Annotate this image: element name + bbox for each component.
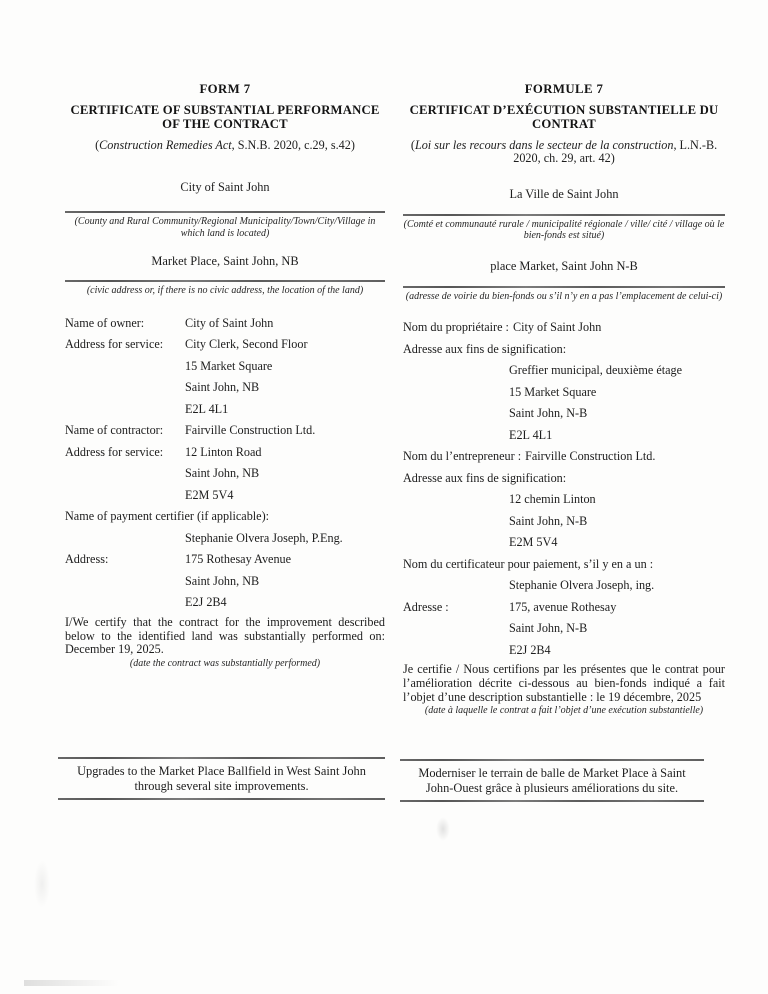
field-row (403, 597, 725, 619)
certification-paragraph: Je certifie / Nous certifions par les présentes que le contrat pour l’amélioration décrite ci-dessous au bien-fonds indiqué a fait l’objet d’une description substantielle : le 19 décembre, 2025 (403, 662, 725, 704)
field-row (65, 506, 385, 528)
act-name: Construction Remedies Act (99, 138, 232, 153)
field-label: Address for service: (65, 337, 164, 352)
field-row (403, 554, 725, 576)
field-row (65, 356, 385, 378)
field-value: E2M 5V4 (509, 535, 558, 550)
field-row (403, 403, 725, 425)
scan-artifact (24, 980, 119, 986)
field-row (65, 528, 385, 550)
civic-address-caption: (adresse de voirie du bien-fonds ou s’il n’y en a pas l’emplacement de celui-ci) (405, 290, 723, 302)
act-citation (65, 139, 385, 152)
field-row (65, 442, 385, 464)
field-row (403, 575, 725, 597)
description-text: Upgrades to the Market Place Ballfield in West Saint John through several site improvements. (77, 764, 366, 793)
field-row (403, 532, 725, 554)
municipality-caption: (Comté et communauté rurale / municipalité régionale / ville/ cité / village où le bien-fonds est situé) (403, 218, 725, 242)
field-label: Address for service: (65, 444, 164, 459)
field-row (403, 425, 725, 447)
signature-line (403, 214, 725, 216)
civic-address-value: place Market, Saint John N-B (490, 258, 638, 273)
field-value: E2L 4L1 (185, 401, 229, 416)
field-row (403, 489, 725, 511)
field-row (403, 511, 725, 533)
signature-line (403, 286, 725, 288)
field-value: Fairville Construction Ltd. (525, 449, 656, 464)
field-value: 12 Linton Road (185, 444, 262, 459)
field-label: Adresse : (403, 599, 449, 614)
field-value: Greffier municipal, deuxième étage (509, 363, 683, 378)
field-row (65, 549, 385, 571)
field-row (403, 382, 725, 404)
field-row (65, 399, 385, 421)
field-value: E2L 4L1 (509, 427, 553, 442)
field-value: Stephanie Olvera Joseph, P.Eng. (185, 530, 343, 545)
field-row (65, 420, 385, 442)
field-label: Address: (65, 552, 109, 567)
field-value: 175 Rothesay Avenue (185, 552, 292, 567)
field-row (403, 317, 725, 339)
field-label: Nom du certificateur pour paiement, s’il y en a un : (403, 556, 654, 571)
description-top-line (58, 757, 385, 759)
field-row (403, 339, 725, 361)
document-title: CERTIFICATE OF SUBSTANTIAL PERFORMANCE OF THE CONTRACT (70, 103, 380, 131)
field-row (65, 485, 385, 507)
improvement-description-fr (400, 759, 704, 802)
field-label: Name of contractor: (65, 423, 164, 438)
field-value: Fairville Construction Ltd. (185, 423, 316, 438)
field-value: Saint John, N-B (509, 621, 588, 636)
description-bottom-line (400, 800, 704, 802)
document-title: CERTIFICAT D’EXÉCUTION SUBSTANTIELLE DU CONTRAT (409, 103, 719, 131)
field-value (566, 342, 570, 356)
field-value: Stephanie Olvera Joseph, ing. (509, 578, 655, 593)
field-value: 175, avenue Rothesay (509, 599, 617, 614)
field-label: Name of owner: (65, 315, 145, 330)
act-reference: , S.N.B. 2020, c.29, s.42) (231, 138, 355, 153)
act-reference: , L.N.-B. 2020, ch. 29, art. 42) (513, 138, 718, 166)
field-value: 15 Market Square (185, 358, 273, 373)
field-label: Adresse aux fins de signification: (403, 470, 567, 485)
act-open-paren: ( (410, 138, 415, 153)
civic-address-value: Market Place, Saint John, NB (151, 254, 299, 269)
field-row (403, 360, 725, 382)
field-row (403, 446, 725, 468)
field-list (403, 317, 725, 661)
field-row (65, 377, 385, 399)
field-value: E2J 2B4 (185, 595, 227, 610)
field-row (403, 468, 725, 490)
field-row (65, 334, 385, 356)
field-row (403, 640, 725, 662)
field-value: City of Saint John (185, 315, 274, 330)
field-value: Saint John, N-B (509, 513, 588, 528)
field-label: Nom du propriétaire : (403, 320, 509, 335)
field-value (653, 557, 657, 571)
municipality-caption: (County and Rural Community/Regional Municipality/Town/City/Village in which land is located) (74, 216, 376, 239)
civic-address-caption: (civic address or, if there is no civic address, the location of the land) (86, 285, 364, 297)
certification-paragraph: I/We certify that the contract for the improvement described below to the identified land was substantially performed on: December 19, 2025. (65, 614, 385, 657)
field-row (403, 618, 725, 640)
municipality-value: City of Saint John (180, 180, 270, 195)
signature-line (65, 211, 385, 213)
form-number: FORM 7 (199, 82, 251, 96)
field-value: Saint John, NB (185, 573, 260, 588)
form-number: FORMULE 7 (524, 82, 604, 96)
field-value: E2J 2B4 (509, 642, 551, 657)
municipality-value: La Ville de Saint John (509, 186, 619, 201)
signature-line (65, 280, 385, 282)
description-bottom-line (58, 798, 385, 800)
field-row (65, 571, 385, 593)
scan-artifact (34, 860, 50, 908)
act-name: Loi sur les recours dans le secteur de la construction (414, 138, 674, 153)
description-text: Moderniser le terrain de balle de Market Place à Saint John-Ouest grâce à plusieurs améliorations du site. (418, 766, 686, 795)
field-list (65, 313, 385, 614)
field-row (65, 463, 385, 485)
field-value: E2M 5V4 (185, 487, 234, 502)
act-open-paren: ( (95, 138, 100, 153)
field-value: Saint John, N-B (509, 406, 588, 421)
field-label: Adresse aux fins de signification: (403, 341, 567, 356)
english-column (65, 82, 385, 670)
improvement-description-en (58, 757, 385, 800)
date-caption: (date à laquelle le contrat a fait l’objet d’une exécution substantielle) (424, 705, 704, 717)
french-column (403, 82, 725, 717)
act-citation (403, 139, 725, 165)
field-row (65, 313, 385, 335)
description-top-line (400, 759, 704, 761)
field-value (566, 471, 570, 485)
date-caption: (date the contract was substantially performed) (129, 658, 321, 670)
field-value: 12 chemin Linton (509, 492, 596, 507)
field-value: Saint John, NB (185, 380, 260, 395)
field-value: City Clerk, Second Floor (185, 337, 308, 352)
field-value: 15 Market Square (509, 384, 597, 399)
field-value: City of Saint John (512, 320, 602, 335)
scan-artifact (436, 817, 450, 841)
field-label: Name of payment certifier (if applicable): (65, 509, 270, 524)
field-label: Nom du l’entrepreneur : (403, 449, 522, 464)
field-row (65, 592, 385, 614)
field-value: Saint John, NB (185, 466, 260, 481)
